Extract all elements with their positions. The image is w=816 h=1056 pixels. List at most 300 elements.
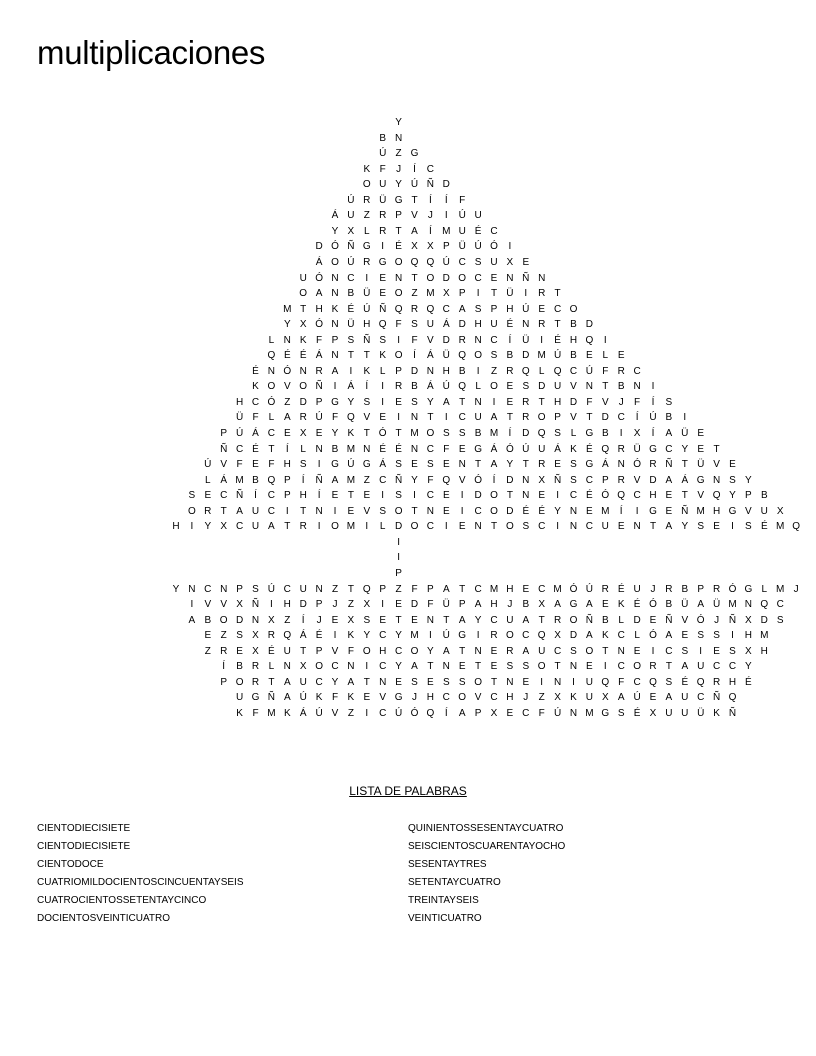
- grid-letter: Ú: [267, 583, 275, 595]
- word-list-item: DOCIENTOSVEINTICUATRO: [37, 913, 170, 924]
- grid-letter: D: [442, 179, 450, 191]
- word-list-item: QUINIENTOSSESENTAYCUATRO: [408, 823, 564, 834]
- grid-letter: O: [410, 521, 419, 533]
- grid-letter: Y: [331, 428, 339, 439]
- grid-letter: Ú: [235, 428, 244, 439]
- grid-letter: K: [570, 692, 577, 704]
- grid-letter: D: [506, 474, 514, 486]
- grid-letter: Ñ: [394, 474, 403, 486]
- grid-letter: Y: [745, 661, 752, 673]
- grid-letter: P: [220, 676, 228, 688]
- grid-letter: R: [251, 661, 260, 673]
- grid-row: [0, 457, 816, 473]
- grid-letter: A: [188, 614, 196, 626]
- grid-letter: Ú: [442, 630, 450, 642]
- grid-letter: Ü: [347, 319, 355, 331]
- grid-letter: Ü: [235, 412, 244, 424]
- grid-letter: G: [744, 583, 753, 595]
- grid-letter: O: [490, 505, 498, 517]
- grid-letter: A: [554, 599, 561, 611]
- grid-letter: O: [362, 645, 371, 657]
- grid-letter: V: [331, 707, 339, 719]
- grid-letter: T: [649, 521, 657, 533]
- grid-letter: S: [522, 521, 530, 533]
- grid-letter: J: [412, 692, 417, 704]
- grid-letter: Q: [394, 303, 403, 315]
- grid-letter: T: [300, 645, 307, 657]
- grid-letter: F: [411, 583, 418, 595]
- grid-letter: A: [458, 707, 466, 719]
- grid-letter: X: [347, 614, 355, 626]
- grid-letter: S: [554, 428, 561, 439]
- grid-letter: N: [442, 661, 450, 673]
- grid-letter: Y: [331, 676, 339, 688]
- grid-letter: E: [713, 645, 720, 657]
- grid-letter: B: [506, 350, 514, 362]
- grid-letter: I: [619, 428, 623, 439]
- grid-letter: O: [537, 661, 546, 673]
- grid-letter: T: [220, 505, 227, 517]
- grid-letter: O: [506, 521, 514, 533]
- grid-letter: U: [251, 521, 260, 533]
- grid-letter: E: [633, 645, 641, 657]
- grid-letter: K: [347, 630, 355, 642]
- grid-letter: E: [522, 256, 530, 268]
- grid-letter: R: [458, 334, 466, 346]
- grid-letter: F: [427, 474, 434, 486]
- grid-letter: V: [458, 474, 466, 486]
- grid-letter: A: [474, 599, 482, 611]
- grid-letter: N: [522, 474, 530, 486]
- grid-letter: G: [649, 505, 657, 517]
- word-list-item: CIENTODIECISIETE: [37, 823, 131, 834]
- grid-letter: Y: [395, 117, 402, 128]
- grid-letter: Ú: [299, 692, 307, 704]
- grid-row: [0, 348, 816, 364]
- grid-letter: P: [283, 474, 291, 486]
- grid-letter: J: [618, 396, 624, 408]
- grid-letter: U: [601, 521, 609, 533]
- grid-letter: C: [474, 505, 482, 517]
- grid-letter: Q: [442, 474, 451, 486]
- grid-letter: C: [585, 521, 593, 533]
- grid-letter: Y: [395, 630, 402, 642]
- grid-letter: I: [444, 210, 448, 222]
- grid-letter: Z: [284, 396, 291, 408]
- grid-letter: Í: [413, 350, 416, 362]
- grid-letter: Z: [331, 583, 339, 595]
- grid-letter: E: [506, 396, 514, 408]
- grid-letter: N: [474, 396, 482, 408]
- grid-letter: P: [490, 303, 498, 315]
- grid-letter: O: [474, 676, 482, 688]
- grid-letter: N: [617, 645, 625, 657]
- grid-letter: Ó: [696, 614, 705, 626]
- grid-letter: Ú: [315, 707, 323, 719]
- grid-letter: C: [633, 676, 641, 688]
- grid-letter: C: [267, 428, 275, 439]
- grid-letter: Á: [220, 474, 228, 486]
- grid-row: [0, 177, 816, 193]
- grid-letter: N: [633, 381, 641, 393]
- grid-letter: X: [268, 614, 275, 626]
- grid-letter: É: [347, 303, 355, 315]
- grid-letter: N: [506, 676, 514, 688]
- grid-row: [0, 302, 816, 318]
- grid-row: [0, 193, 816, 209]
- grid-letter: X: [506, 256, 514, 268]
- grid-letter: O: [394, 288, 403, 300]
- grid-letter: Ú: [347, 194, 355, 206]
- grid-letter: E: [427, 676, 434, 688]
- grid-letter: N: [331, 288, 339, 300]
- grid-letter: V: [570, 381, 577, 393]
- grid-row: [0, 395, 816, 411]
- grid-letter: D: [522, 428, 530, 439]
- grid-letter: S: [299, 459, 307, 471]
- grid-letter: T: [586, 412, 593, 424]
- grid-letter: D: [569, 396, 578, 408]
- grid-letter: É: [252, 365, 259, 377]
- grid-letter: C: [379, 707, 387, 719]
- grid-letter: A: [665, 521, 673, 533]
- grid-letter: S: [458, 428, 466, 439]
- grid-letter: Ó: [315, 272, 323, 284]
- grid-letter: L: [475, 381, 481, 393]
- grid-letter: Ó: [601, 490, 610, 502]
- grid-letter: E: [395, 396, 402, 408]
- grid-letter: G: [585, 459, 594, 471]
- grid-letter: Í: [651, 396, 655, 408]
- grid-letter: A: [697, 599, 705, 611]
- grid-letter: Ó: [410, 707, 419, 719]
- grid-letter: N: [569, 505, 578, 517]
- grid-letter: Ñ: [235, 490, 244, 502]
- grid-letter: A: [586, 630, 593, 642]
- grid-letter: Á: [490, 443, 498, 455]
- grid-row: [0, 442, 816, 458]
- grid-letter: C: [697, 692, 705, 704]
- grid-letter: F: [379, 163, 386, 175]
- grid-letter: H: [363, 319, 371, 331]
- grid-letter: U: [681, 692, 689, 704]
- grid-letter: A: [283, 676, 291, 688]
- grid-letter: T: [268, 443, 275, 455]
- grid-letter: F: [316, 334, 323, 346]
- grid-letter: U: [299, 272, 307, 284]
- grid-letter: K: [315, 692, 323, 704]
- grid-letter: N: [347, 661, 355, 673]
- grid-letter: A: [458, 303, 466, 315]
- grid-letter: C: [235, 521, 244, 533]
- grid-letter: C: [235, 443, 244, 455]
- grid-letter: F: [427, 599, 434, 611]
- grid-letter: Q: [378, 319, 387, 331]
- grid-letter: Y: [363, 630, 371, 642]
- grid-letter: H: [506, 303, 514, 315]
- grid-letter: G: [649, 443, 657, 455]
- grid-letter: E: [586, 350, 593, 362]
- grid-letter: T: [268, 676, 275, 688]
- grid-letter: T: [475, 459, 482, 471]
- grid-letter: N: [315, 505, 323, 517]
- grid-letter: Ú: [474, 241, 482, 253]
- grid-letter: I: [190, 521, 194, 533]
- grid-letter: T: [490, 288, 498, 300]
- grid-letter: G: [569, 599, 578, 611]
- grid-letter: U: [474, 210, 482, 222]
- grid-letter: Í: [429, 225, 432, 237]
- grid-letter: D: [474, 490, 482, 502]
- grid-letter: M: [346, 521, 356, 533]
- grid-letter: T: [411, 272, 418, 284]
- grid-letter: Í: [508, 428, 512, 439]
- grid-letter: T: [300, 303, 307, 315]
- grid-letter: N: [315, 443, 323, 455]
- grid-letter: I: [285, 505, 289, 517]
- grid-letter: E: [315, 428, 323, 439]
- grid-letter: L: [634, 630, 640, 642]
- grid-letter: B: [474, 428, 482, 439]
- grid-letter: X: [252, 630, 259, 642]
- grid-letter: Y: [331, 225, 339, 237]
- grid-letter: E: [729, 459, 736, 471]
- grid-letter: X: [299, 661, 307, 673]
- grid-letter: X: [427, 241, 434, 253]
- grid-letter: E: [379, 288, 387, 300]
- grid-letter: Q: [426, 303, 435, 315]
- grid-letter: Á: [315, 350, 323, 362]
- grid-letter: É: [522, 505, 530, 517]
- grid-letter: M: [776, 521, 785, 533]
- grid-letter: R: [379, 210, 387, 222]
- grid-letter: U: [538, 443, 546, 455]
- grid-letter: T: [506, 490, 513, 502]
- grid-letter: R: [553, 614, 562, 626]
- grid-letter: Ü: [506, 288, 514, 300]
- grid-letter: N: [744, 599, 752, 611]
- grid-letter: P: [554, 412, 561, 424]
- grid-letter: I: [429, 630, 432, 642]
- grid-letter: Ó: [315, 319, 323, 331]
- grid-letter: S: [474, 303, 482, 315]
- grid-letter: C: [204, 583, 212, 595]
- grid-letter: N: [331, 272, 339, 284]
- grid-letter: E: [347, 505, 355, 517]
- grid-row: [0, 162, 816, 178]
- grid-letter: O: [299, 288, 308, 300]
- grid-letter: I: [333, 630, 337, 642]
- grid-letter: B: [236, 661, 243, 673]
- grid-letter: O: [458, 692, 467, 704]
- grid-letter: V: [363, 505, 371, 517]
- grid-letter: R: [506, 645, 514, 657]
- grid-letter: É: [745, 676, 752, 688]
- grid-letter: N: [585, 381, 593, 393]
- grid-letter: C: [458, 256, 466, 268]
- grid-letter: A: [315, 288, 323, 300]
- grid-letter: Á: [299, 630, 307, 642]
- grid-letter: D: [442, 334, 450, 346]
- grid-letter: E: [713, 521, 720, 533]
- grid-letter: E: [379, 614, 387, 626]
- grid-letter: N: [394, 272, 403, 284]
- grid-letter: G: [251, 692, 260, 704]
- grid-letter: F: [331, 412, 339, 424]
- grid-letter: O: [490, 381, 498, 393]
- grid-letter: T: [427, 661, 434, 673]
- grid-letter: U: [426, 319, 434, 331]
- grid-letter: Y: [681, 521, 689, 533]
- grid-letter: N: [538, 272, 546, 284]
- grid-letter: F: [459, 194, 466, 206]
- grid-letter: I: [190, 599, 194, 611]
- grid-letter: M: [346, 474, 356, 486]
- grid-letter: F: [236, 459, 243, 471]
- grid-letter: M: [728, 599, 737, 611]
- grid-letter: Ñ: [665, 459, 673, 471]
- grid-letter: E: [252, 459, 259, 471]
- grid-letter: N: [188, 583, 196, 595]
- grid-letter: G: [728, 505, 737, 517]
- grid-letter: T: [347, 350, 354, 362]
- grid-letter: A: [458, 614, 466, 626]
- grid-letter: R: [299, 521, 307, 533]
- grid-letter: Ü: [442, 599, 450, 611]
- grid-letter: Í: [492, 474, 496, 486]
- grid-letter: M: [235, 474, 244, 486]
- grid-letter: A: [268, 521, 275, 533]
- grid-letter: H: [506, 692, 514, 704]
- grid-letter: X: [776, 505, 784, 517]
- grid-letter: N: [474, 645, 482, 657]
- grid-letter: K: [363, 163, 371, 175]
- grid-letter: Í: [285, 443, 289, 455]
- grid-letter: Ü: [442, 350, 450, 362]
- grid-letter: F: [443, 443, 450, 455]
- grid-letter: Ú: [347, 256, 355, 268]
- grid-letter: G: [410, 148, 419, 160]
- grid-letter: Q: [617, 490, 626, 502]
- grid-letter: I: [651, 381, 655, 393]
- grid-letter: U: [633, 583, 641, 595]
- grid-letter: S: [522, 661, 530, 673]
- grid-letter: P: [442, 241, 450, 253]
- grid-row: [0, 333, 816, 349]
- grid-letter: T: [427, 412, 434, 424]
- grid-letter: P: [395, 567, 402, 579]
- grid-letter: Y: [411, 474, 418, 486]
- grid-letter: F: [331, 692, 339, 704]
- grid-letter: Ó: [569, 583, 578, 595]
- grid-letter: P: [395, 210, 402, 222]
- grid-letter: I: [397, 334, 400, 346]
- grid-letter: I: [603, 661, 607, 673]
- grid-letter: S: [570, 645, 577, 657]
- grid-letter: X: [554, 630, 561, 642]
- grid-letter: E: [458, 661, 466, 673]
- grid-letter: R: [251, 676, 260, 688]
- grid-letter: Ñ: [379, 303, 387, 315]
- grid-letter: Í: [317, 490, 321, 502]
- grid-letter: T: [490, 521, 498, 533]
- grid-letter: Ú: [522, 443, 530, 455]
- grid-letter: R: [363, 256, 371, 268]
- grid-letter: H: [283, 459, 291, 471]
- grid-letter: Y: [395, 179, 402, 191]
- grid-letter: U: [681, 707, 689, 719]
- grid-letter: Ñ: [585, 614, 593, 626]
- grid-letter: V: [681, 614, 689, 626]
- grid-letter: A: [665, 428, 673, 439]
- grid-letter: F: [634, 396, 641, 408]
- grid-letter: C: [474, 272, 482, 284]
- grid-letter: S: [442, 676, 450, 688]
- grid-letter: O: [426, 272, 435, 284]
- grid-letter: X: [745, 645, 752, 657]
- grid-letter: A: [665, 630, 673, 642]
- grid-letter: Ü: [522, 334, 530, 346]
- grid-letter: I: [333, 381, 337, 393]
- grid-letter: S: [363, 614, 371, 626]
- grid-letter: V: [220, 599, 228, 611]
- grid-letter: L: [761, 583, 768, 595]
- grid-letter: E: [283, 428, 291, 439]
- grid-letter: Q: [728, 692, 737, 704]
- grid-letter: Ñ: [220, 443, 228, 455]
- grid-letter: X: [299, 319, 307, 331]
- grid-letter: N: [506, 272, 514, 284]
- grid-letter: L: [379, 365, 386, 377]
- grid-letter: S: [188, 490, 196, 502]
- grid-row: [0, 488, 816, 504]
- grid-letter: E: [649, 614, 657, 626]
- grid-letter: E: [204, 630, 212, 642]
- grid-letter: C: [267, 505, 275, 517]
- grid-letter: T: [363, 350, 370, 362]
- grid-letter: K: [713, 707, 720, 719]
- grid-row: [0, 519, 816, 535]
- grid-letter: N: [633, 521, 641, 533]
- grid-letter: C: [490, 692, 498, 704]
- grid-letter: I: [731, 521, 734, 533]
- grid-letter: C: [315, 676, 323, 688]
- grid-letter: S: [745, 521, 752, 533]
- grid-letter: Ü: [458, 241, 466, 253]
- grid-letter: Y: [347, 396, 355, 408]
- grid-letter: O: [331, 256, 339, 268]
- grid-letter: Ñ: [363, 334, 371, 346]
- grid-letter: U: [490, 256, 498, 268]
- grid-letter: Z: [204, 645, 211, 657]
- grid-letter: X: [601, 692, 609, 704]
- grid-letter: X: [490, 707, 498, 719]
- grid-letter: T: [538, 614, 545, 626]
- grid-letter: O: [633, 661, 641, 673]
- grid-letter: R: [617, 443, 625, 455]
- grid-letter: O: [299, 381, 308, 393]
- grid-letter: Á: [427, 350, 434, 362]
- grid-letter: K: [570, 443, 577, 455]
- grid-letter: Z: [411, 288, 418, 300]
- grid-letter: A: [617, 692, 625, 704]
- grid-letter: Ú: [363, 303, 371, 315]
- grid-letter: Í: [429, 194, 432, 206]
- grid-letter: S: [347, 334, 355, 346]
- grid-letter: K: [236, 707, 243, 719]
- grid-letter: O: [474, 350, 482, 362]
- grid-letter: U: [697, 661, 705, 673]
